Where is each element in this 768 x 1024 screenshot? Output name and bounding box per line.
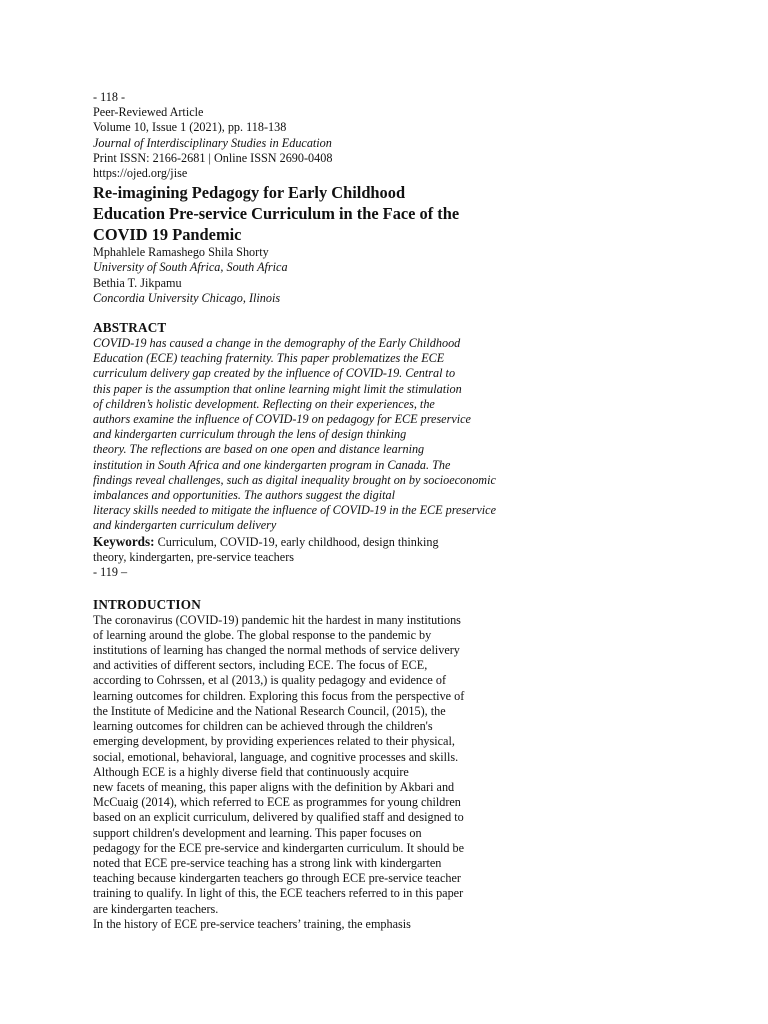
intro-line: support children's development and learning. This paper focuses on xyxy=(93,825,422,840)
abstract-line: institution in South Africa and one kindergarten program in Canada. The xyxy=(93,457,451,472)
intro-line: of learning around the globe. The global response to the pandemic by xyxy=(93,627,432,642)
author-affiliation: University of South Africa, South Africa xyxy=(93,260,288,275)
introduction-heading: INTRODUCTION xyxy=(93,596,201,612)
abstract-line: this paper is the assumption that online learning might limit the stimulation xyxy=(93,381,462,396)
abstract-line: COVID-19 has caused a change in the demography of the Early Childhood xyxy=(93,336,461,351)
author-name: Mphahlele Ramashego Shila Shorty xyxy=(93,245,269,260)
intro-line: according to Cohrssen, et al (2013,) is quality pedagogy and evidence of xyxy=(93,673,446,688)
author-name: Bethia T. Jikpamu xyxy=(93,275,182,290)
volume-info: Volume 10, Issue 1 (2021), pp. 118-138 xyxy=(93,120,287,135)
article-title xyxy=(93,182,573,245)
abstract-heading: ABSTRACT xyxy=(93,320,167,336)
intro-line: based on an explicit curriculum, delivered by qualified staff and designed to xyxy=(93,810,464,825)
intro-line: training to qualify. In light of this, the ECE teachers referred to in this paper xyxy=(93,886,464,901)
title-line: COVID 19 Pandemic xyxy=(93,225,242,245)
abstract-line: imbalances and opportunities. The authors suggest the digital xyxy=(93,488,395,503)
abstract-line: curriculum delivery gap created by the influence of COVID-19. Central to xyxy=(93,366,456,381)
keywords xyxy=(93,534,573,551)
introduction-body xyxy=(93,613,573,932)
intro-line: McCuaig (2014), which referred to ECE as programmes for young children xyxy=(93,795,461,810)
intro-line: In the history of ECE pre-service teachers’ training, the emphasis xyxy=(93,916,411,931)
page-number: - 118 - xyxy=(93,90,126,104)
intro-line: are kindergarten teachers. xyxy=(93,901,219,916)
title-line: Education Pre-service Curriculum in the Face of the xyxy=(93,204,460,224)
intro-line: pedagogy for the ECE pre-service and kindergarten curriculum. It should be xyxy=(93,840,465,855)
abstract-body xyxy=(93,336,573,534)
abstract-line: and kindergarten curriculum delivery xyxy=(93,518,277,533)
article-column xyxy=(93,90,573,932)
journal-url: https://ojed.org/jise xyxy=(93,166,188,181)
keywords-label: Keywords: xyxy=(93,533,155,549)
intro-line: social, emotional, behavioral, language, and cognitive processes and skills. xyxy=(93,749,459,764)
abstract-line: of children’s holistic development. Reflecting on their experiences, the xyxy=(93,396,435,411)
intro-line: emerging development, by providing experiences related to their physical, xyxy=(93,734,455,749)
intro-line: new facets of meaning, this paper aligns with the definition by Akbari and xyxy=(93,779,455,794)
intro-line: institutions of learning has changed the normal methods of service delivery xyxy=(93,643,460,658)
intro-line: teaching because kindergarten teachers go through ECE pre-service teacher xyxy=(93,871,461,886)
intro-line: the Institute of Medicine and the National Research Council, (2015), the xyxy=(93,703,446,718)
issn-info: Print ISSN: 2166-2681 | Online ISSN 2690-0408 xyxy=(93,150,333,165)
intro-line: The coronavirus (COVID-19) pandemic hit the hardest in many institutions xyxy=(93,612,461,627)
intro-line: Although ECE is a highly diverse field that continuously acquire xyxy=(93,764,409,779)
abstract-line: authors examine the influence of COVID-19 on pedagogy for ECE preservice xyxy=(93,412,471,427)
abstract-line: findings reveal challenges, such as digital inequality brought on by socioeconomic xyxy=(93,472,496,487)
abstract-line: theory. The reflections are based on one open and distance learning xyxy=(93,442,425,457)
article-type: Peer-Reviewed Article xyxy=(93,105,204,120)
journal-name: Journal of Interdisciplinary Studies in Education xyxy=(93,135,332,150)
keywords-text: Curriculum, COVID-19, early childhood, design thinking xyxy=(154,534,439,549)
page-marker: - 119 – xyxy=(93,565,128,580)
intro-line: learning outcomes for children. Exploring this focus from the perspective of xyxy=(93,688,465,703)
keywords-continued: theory, kindergarten, pre-service teachers xyxy=(93,550,294,565)
intro-line: noted that ECE pre-service teaching has a strong link with kindergarten xyxy=(93,855,442,870)
abstract-line: Education (ECE) teaching fraternity. This paper problematizes the ECE xyxy=(93,351,445,366)
author-affiliation: Concordia University Chicago, Ilinois xyxy=(93,290,281,305)
title-line: Re-imagining Pedagogy for Early Childhood xyxy=(93,183,406,203)
abstract-line: and kindergarten curriculum through the lens of design thinking xyxy=(93,427,407,442)
intro-line: learning outcomes for children can be achieved through the children's xyxy=(93,719,433,734)
intro-line: and activities of different sectors, including ECE. The focus of ECE, xyxy=(93,658,428,673)
abstract-line: literacy skills needed to mitigate the influence of COVID-19 in the ECE preservice xyxy=(93,503,496,518)
